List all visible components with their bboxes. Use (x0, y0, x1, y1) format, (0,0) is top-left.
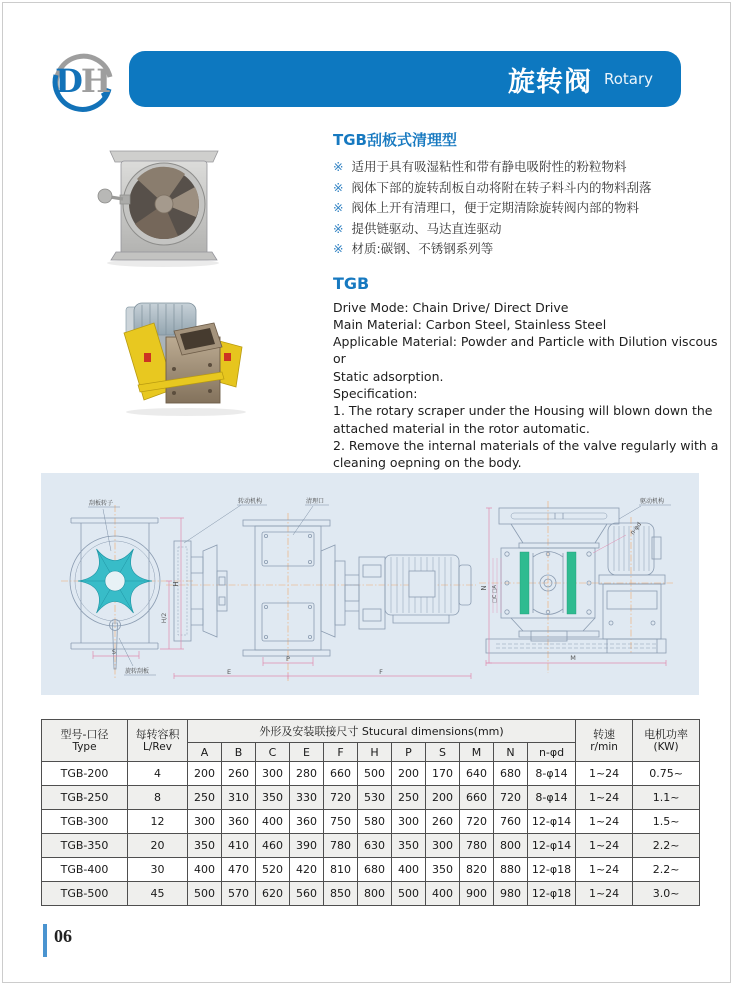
col-header-speed-cn: 转速 (593, 728, 616, 741)
table-cell: 8-φ14 (528, 786, 576, 810)
table-cell: TGB-200 (42, 762, 128, 786)
col-header-dim: E (290, 743, 324, 762)
page-number-bar (43, 924, 47, 957)
dim-e: E (226, 668, 232, 676)
logo-letter-h: H (80, 62, 112, 100)
table-row (42, 786, 700, 810)
table-cell: 350 (392, 834, 426, 858)
table-cell: 260 (426, 810, 460, 834)
callout-side-left: 转动机构 (238, 498, 263, 505)
table-cell: 400 (426, 882, 460, 906)
table-cell: TGB-500 (42, 882, 128, 906)
table-cell: 680 (358, 858, 392, 882)
table-cell: 300 (392, 810, 426, 834)
table-cell: 500 (188, 882, 222, 906)
table-cell: 420 (290, 858, 324, 882)
dim-n: N (480, 585, 488, 591)
table-cell: 360 (290, 810, 324, 834)
table-cell: 200 (188, 762, 222, 786)
rotor-hub (105, 571, 125, 591)
table-cell: 45 (128, 882, 188, 906)
table-row (42, 762, 700, 786)
green-strip-right (567, 552, 576, 614)
dim-p: P (286, 655, 290, 663)
table-cell: 2.2~ (633, 834, 700, 858)
table-cell: 390 (290, 834, 324, 858)
table-cell: 200 (392, 762, 426, 786)
header-banner (129, 51, 681, 107)
table-cell: 570 (222, 882, 256, 906)
table-cell: 500 (392, 882, 426, 906)
callout-side-right: 清理口 (306, 498, 325, 505)
table-cell: 750 (324, 810, 358, 834)
col-header-volume (128, 720, 188, 762)
table-cell: 780 (324, 834, 358, 858)
table-cell: 8-φ14 (528, 762, 576, 786)
table-cell: 12-φ18 (528, 882, 576, 906)
callout-leaders (88, 505, 671, 675)
table-cell: 280 (290, 762, 324, 786)
dh-logo (47, 47, 123, 113)
col-header-power-cn: 电机功率 (644, 728, 689, 741)
description-line: 1. The rotary scraper under the Housing will blown down the (333, 403, 713, 419)
table-cell: 1.5~ (633, 810, 700, 834)
table-cell: 820 (460, 858, 494, 882)
table-cell: 400 (392, 858, 426, 882)
table-cell: 900 (460, 882, 494, 906)
col-header-type-en: Type (72, 741, 97, 753)
centerlines (61, 501, 673, 681)
table-cell: 12-φ18 (528, 858, 576, 882)
description-line: Applicable Material: Powder and Particle with Dilution viscous or (333, 334, 718, 367)
green-strip-left (520, 552, 529, 614)
table-cell: 780 (460, 834, 494, 858)
bullet-marker: ※ (333, 159, 344, 174)
description-line: Main Material: Carbon Steel, Stainless Steel (333, 316, 607, 332)
feature-bullet (333, 198, 725, 219)
spec-table-body (42, 762, 700, 906)
feature-bullet (333, 178, 725, 199)
table-cell: 1~24 (576, 762, 633, 786)
table-cell: 620 (256, 882, 290, 906)
table-cell: TGB-250 (42, 786, 128, 810)
model-heading: TGB (333, 273, 370, 293)
feature-bullet (333, 157, 725, 178)
table-cell: TGB-300 (42, 810, 128, 834)
table-cell: 300 (188, 810, 222, 834)
col-header-dim: A (188, 743, 222, 762)
table-cell: 720 (460, 810, 494, 834)
dim-s: S (111, 648, 117, 656)
table-cell: 4 (128, 762, 188, 786)
table-cell: 410 (222, 834, 256, 858)
table-cell: 720 (324, 786, 358, 810)
table-cell: 170 (426, 762, 460, 786)
col-header-speed-en: r/min (590, 741, 618, 753)
table-cell: 800 (358, 882, 392, 906)
col-header-speed (576, 720, 633, 762)
col-header-dim: n-φd (528, 743, 576, 762)
dim-h: H (172, 581, 180, 587)
table-cell: 1.1~ (633, 786, 700, 810)
table-cell: 850 (324, 882, 358, 906)
col-header-power (633, 720, 700, 762)
table-row (42, 834, 700, 858)
table-cell: 350 (188, 834, 222, 858)
table-cell: 470 (222, 858, 256, 882)
bullet-text: 适用于具有吸湿粘性和带有静电吸附性的粉粒物料 (351, 159, 627, 174)
bullet-marker: ※ (333, 179, 344, 195)
table-cell: TGB-400 (42, 858, 128, 882)
description-line: Specification: (333, 385, 418, 401)
table-cell: 350 (426, 858, 460, 882)
dim-h2: H/2 (161, 612, 168, 624)
col-header-type (42, 720, 128, 762)
description-column (333, 129, 725, 471)
table-cell: 1~24 (576, 882, 633, 906)
table-cell: 12-φ14 (528, 810, 576, 834)
technical-drawing-panel (41, 473, 699, 695)
page-number: 06 (54, 926, 72, 946)
table-cell: 660 (324, 762, 358, 786)
table-cell: 20 (128, 834, 188, 858)
table-cell: 360 (222, 810, 256, 834)
col-header-dim: B (222, 743, 256, 762)
table-cell: TGB-350 (42, 834, 128, 858)
table-cell: 3.0~ (633, 882, 700, 906)
bullet-text: 阀体上开有清理口，便于定期清除旋转阀内部的物料 (351, 200, 639, 215)
table-cell: 1~24 (576, 834, 633, 858)
col-header-dim: C (256, 743, 290, 762)
table-cell: 250 (188, 786, 222, 810)
table-cell: 630 (358, 834, 392, 858)
spec-table (41, 719, 700, 906)
product-photo-valve-open (96, 143, 234, 268)
catalog-page (2, 2, 731, 983)
table-cell: 310 (222, 786, 256, 810)
description-line: 2. Remove the internal materials of the valve regularly with a (333, 437, 719, 453)
table-cell: 200 (426, 786, 460, 810)
table-cell: 0.75~ (633, 762, 700, 786)
callout-front-bottom: 旋转刮板 (125, 668, 150, 675)
bullet-text: 阀体下部的旋转刮板自动将附在转子料斗内的物料刮落 (351, 179, 652, 195)
bullet-marker: ※ (333, 200, 344, 215)
col-header-volume-en: L/Rev (143, 741, 172, 753)
dim-f: F (379, 668, 383, 676)
col-header-type-cn: 型号-口径 (60, 728, 109, 741)
col-header-dim: M (460, 743, 494, 762)
table-cell: 8 (128, 786, 188, 810)
table-cell: 260 (222, 762, 256, 786)
dim-abc: □C □A (492, 585, 498, 603)
table-cell: 800 (494, 834, 528, 858)
bullet-marker: ※ (333, 241, 344, 256)
product-photo-valve-motor (114, 293, 256, 417)
description-line: Static adsorption. (333, 368, 444, 384)
description-line: Drive Mode: Chain Drive/ Direct Drive (333, 299, 569, 315)
table-cell: 520 (256, 858, 290, 882)
col-header-dim: H (358, 743, 392, 762)
callout-front-top: 刮板转子 (89, 500, 114, 507)
col-header-dimensions-group: 外形及安装联接尺寸 Stucural dimensions(mm) (188, 720, 576, 743)
table-cell: 1~24 (576, 810, 633, 834)
table-cell: 330 (290, 786, 324, 810)
description-line: attached material in the rotor automatic. (333, 420, 590, 436)
table-cell: 2.2~ (633, 858, 700, 882)
col-header-power-en: (KW) (653, 741, 679, 753)
table-row (42, 810, 700, 834)
table-cell: 250 (392, 786, 426, 810)
table-row (42, 882, 700, 906)
table-cell: 1~24 (576, 858, 633, 882)
table-cell: 30 (128, 858, 188, 882)
col-header-volume-cn: 每转容积 (135, 728, 180, 741)
table-cell: 350 (256, 786, 290, 810)
table-cell: 680 (494, 762, 528, 786)
table-cell: 400 (256, 810, 290, 834)
table-cell: 300 (256, 762, 290, 786)
side-view (174, 520, 471, 656)
col-header-dim: P (392, 743, 426, 762)
table-cell: 460 (256, 834, 290, 858)
table-cell: 400 (188, 858, 222, 882)
table-cell: 500 (358, 762, 392, 786)
table-cell: 530 (358, 786, 392, 810)
table-cell: 300 (426, 834, 460, 858)
bullet-text: 材质:碳钢、不锈钢系列等 (351, 241, 494, 256)
table-cell: 640 (460, 762, 494, 786)
table-cell: 980 (494, 882, 528, 906)
table-cell: 12-φ14 (528, 834, 576, 858)
col-header-dim: S (426, 743, 460, 762)
table-cell: 560 (290, 882, 324, 906)
table-cell: 720 (494, 786, 528, 810)
table-cell: 810 (324, 858, 358, 882)
col-header-dim: N (494, 743, 528, 762)
dim-n-phid: n-φd (629, 521, 644, 537)
feature-bullet (333, 239, 725, 260)
table-cell: 760 (494, 810, 528, 834)
col-header-dim: F (324, 743, 358, 762)
table-cell: 1~24 (576, 786, 633, 810)
table-cell: 580 (358, 810, 392, 834)
callout-motor: 驱动机构 (640, 498, 665, 505)
table-cell: 660 (460, 786, 494, 810)
bullet-text: 提供链驱动、马达直连驱动 (351, 220, 502, 236)
section-heading: TGB刮板式清理型 (333, 131, 457, 149)
feature-bullet (333, 219, 725, 240)
description-line: cleaning oepning on the body. (333, 455, 522, 471)
logo-letter-d: D (55, 62, 83, 100)
table-cell: 880 (494, 858, 528, 882)
table-row (42, 858, 700, 882)
page-title-en: Rotary (603, 70, 653, 88)
page-title-cn: 旋转阀 (507, 66, 592, 98)
table-cell: 12 (128, 810, 188, 834)
bullet-marker: ※ (333, 220, 344, 236)
dim-m: M (570, 654, 576, 662)
